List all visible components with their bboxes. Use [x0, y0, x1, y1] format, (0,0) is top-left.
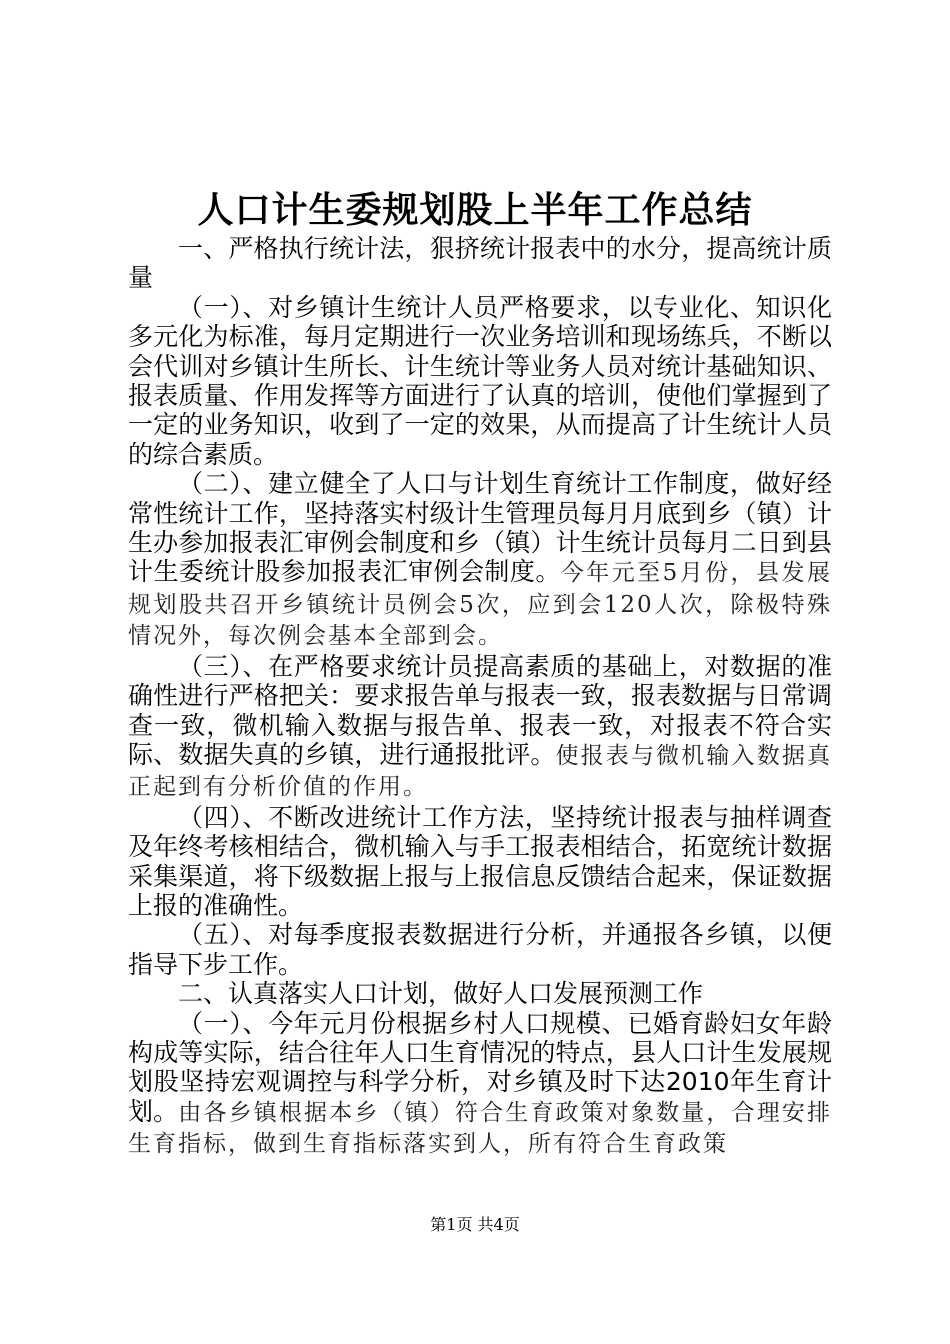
paragraph-1-2 [128, 469, 832, 651]
paragraph-extra-text: 由各乡镇根据本乡（镇）符合生育政策对象数量，合理安排生育指标，做到生育指标落实到人，所有符合生育政策 [128, 1099, 832, 1158]
paragraph-text: （一）、对乡镇计生统计人员严格要求，以专业化、知识化多元化为标准，每月定期进行一次业务培训和现场练兵，不断以会代训对乡镇计生所长、计生统计等业务人员对统计基础知识、报表质量、作用发挥等方面进行了认真的培训，使他们掌握到了一定的业务知识，收到了一定的效果，从而提高了计生统计人员的综合素质。 [128, 292, 832, 469]
paragraph-1-5 [128, 920, 832, 979]
paragraph-text: （三）、在严格要求统计员提高素质的基础上，对数据的准确性进行严格把关：要求报告单与报表一致，报表数据与日常调查一致，微机输入数据与报告单、报表一致，对报表不符合实际、数据失真的乡镇，进行通报批评。 [128, 651, 832, 769]
paragraph-text: （一）、今年元月份根据乡村人口规模、已婚育龄妇女年龄构成等实际，结合往年人口生育情况的特点，县人口计生发展规划股坚持宏观调控与科学分析，对乡镇及时下达2010年生育计划。 [128, 1008, 832, 1126]
paragraph-text: （四）、不断改进统计工作方法，坚持统计报表与抽样调查及年终考核相结合，微机输入与手工报表相结合，拓宽统计数据采集渠道，将下级数据上报与上报信息反馈结合起来，保证数据上报的准确性。 [128, 802, 832, 920]
paragraph-text: 二、认真落实人口计划，做好人口发展预测工作 [178, 979, 704, 1009]
section-heading-1 [128, 234, 832, 293]
paragraph-extra-text: 今年元至5月份，县发展规划股共召开乡镇统计员例会5次，应到会120人次，除极特殊情况外，每次例会基本全部到会。 [128, 560, 832, 650]
page-footer: 第1页 共4页 [430, 1215, 520, 1234]
paragraph-text: 一、严格执行统计法，狠挤统计报表中的水分，提高统计质量 [128, 234, 832, 293]
paragraph-extra-text: 使报表与微机输入数据真正起到有分析价值的作用。 [128, 742, 832, 801]
section-heading-2 [128, 979, 832, 1008]
paragraph-2-1 [128, 1009, 832, 1160]
paragraph-1-1 [128, 293, 832, 469]
paragraph-text: （五）、对每季度报表数据进行分析，并通报各乡镇，以便指导下步工作。 [128, 920, 832, 979]
paragraph-text: （二）、建立健全了人口与计划生育统计工作制度，做好经常性统计工作，坚持落实村级计生管理员每月月底到乡（镇）计生办参加报表汇审例会制度和乡（镇）计生统计员每月二日到县计生委统计股参加报表汇审例会制度。 [128, 469, 832, 587]
document-title: 人口计生委规划股上半年工作总结 [197, 189, 753, 231]
document-body [128, 234, 832, 1160]
paragraph-1-3 [128, 652, 832, 803]
paragraph-1-4 [128, 803, 832, 921]
